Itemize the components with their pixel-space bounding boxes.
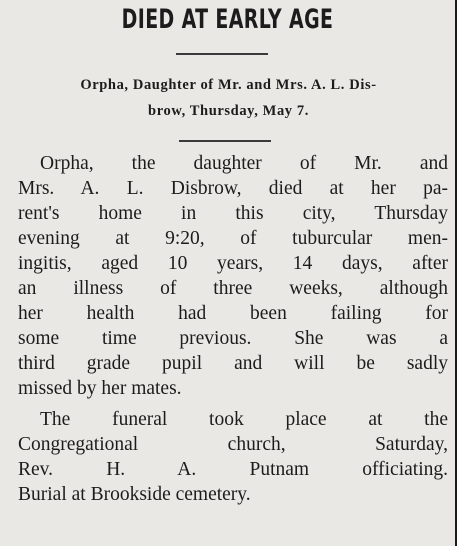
body-line: Mrs. A. L. Disbrow, died at her pa- [18,178,448,199]
divider-rule-bottom [179,140,271,142]
body-line: an illness of three weeks, although [18,278,448,299]
body-line: Rev. H. A. Putnam officiating. [18,459,448,480]
body-line: The funeral took place at the [40,409,448,430]
body-line: some time previous. She was a [18,328,448,349]
subheadline-line-2: brow, Thursday, May 7. [148,103,309,119]
subheadline-line-1: Orpha, Daughter of Mr. and Mrs. A. L. Dis- [80,77,377,93]
body-line: missed by her mates. [18,378,182,399]
divider-rule-top [176,53,268,55]
body-line: ingitis, aged 10 years, 14 days, after [18,253,448,274]
body-line: rent's home in this city, Thursday [18,203,448,224]
body-line: Burial at Brookside cemetery. [18,484,251,505]
headline: DIED AT EARLY AGE [121,4,334,35]
body-line: her health had been failing for [18,303,448,324]
body-line: evening at 9:20, of tuburcular men- [18,228,448,249]
body-line: Congregational church, Saturday, [18,434,448,455]
body-line: Orpha, the daughter of Mr. and [40,153,448,174]
body-line: third grade pupil and will be sadly [18,353,448,374]
